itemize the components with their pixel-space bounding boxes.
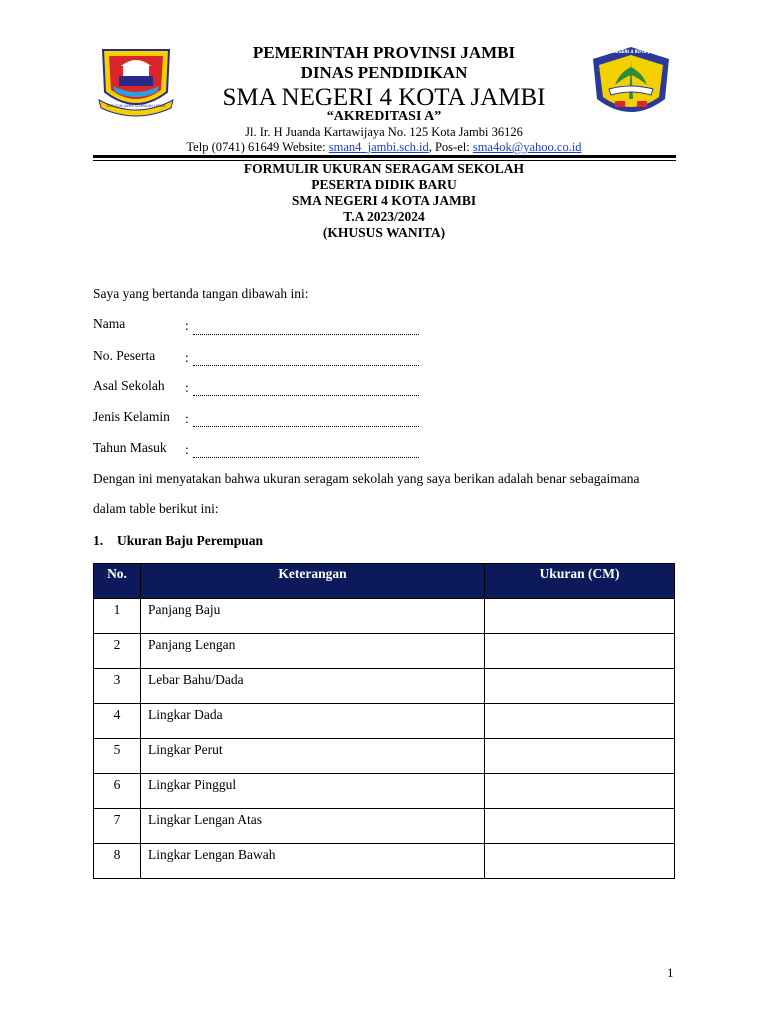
field-label-nama: Nama <box>93 316 126 331</box>
row-description: Lingkar Dada <box>141 704 485 739</box>
header-government: PEMERINTAH PROVINSI JAMBI <box>252 43 516 62</box>
form-title-line3: SMA NEGERI 4 KOTA JAMBI <box>291 193 477 208</box>
row-number: 8 <box>94 844 141 879</box>
field-colon: : <box>185 350 189 365</box>
field-input-jenis-kelamin[interactable] <box>193 412 419 427</box>
header-address: Jl. Ir. H Juanda Kartawijaya No. 125 Kota Jambi 36126 <box>245 125 523 139</box>
statement-line2: dalam table berikut ini: <box>93 501 219 516</box>
row-number: 3 <box>94 669 141 704</box>
form-title-line4: T.A 2023/2024 <box>343 209 425 224</box>
field-input-tahun-masuk[interactable] <box>193 443 419 458</box>
row-size-cell[interactable] <box>485 599 675 634</box>
table-row <box>94 669 675 704</box>
header-department: DINAS PENDIDIKAN <box>300 63 468 82</box>
field-input-no-peserta[interactable] <box>193 351 419 366</box>
field-colon: : <box>185 318 189 333</box>
table-row <box>94 844 675 879</box>
row-size-cell[interactable] <box>485 669 675 704</box>
row-size-cell[interactable] <box>485 704 675 739</box>
header-divider-thick <box>93 155 676 158</box>
row-size-cell[interactable] <box>485 844 675 879</box>
column-header-ukuran: Ukuran (CM) <box>485 564 675 599</box>
section-title: Ukuran Baju Perempuan <box>117 533 264 548</box>
row-description: Lebar Bahu/Dada <box>141 669 485 704</box>
email-link[interactable]: sma4ok@yahoo.co.id <box>472 140 582 154</box>
table-row <box>94 739 675 774</box>
left-logo-motto: SEPUCUK JAMBI SEMBILAN LURAH <box>106 104 166 108</box>
field-colon: : <box>185 411 189 426</box>
row-description: Lingkar Lengan Bawah <box>141 844 485 879</box>
row-size-cell[interactable] <box>485 634 675 669</box>
row-number: 4 <box>94 704 141 739</box>
row-number: 1 <box>94 599 141 634</box>
header-contact <box>150 140 618 155</box>
field-input-nama[interactable] <box>193 320 419 335</box>
row-number: 2 <box>94 634 141 669</box>
form-title-line5: (KHUSUS WANITA) <box>322 225 446 240</box>
table-row <box>94 809 675 844</box>
row-description: Panjang Lengan <box>141 634 485 669</box>
statement-line1: Dengan ini menyatakan bahwa ukuran seragam sekolah yang saya berikan adalah benar sebagaimana <box>93 471 640 486</box>
row-size-cell[interactable] <box>485 739 675 774</box>
row-number: 6 <box>94 774 141 809</box>
field-label-no-peserta: No. Peserta <box>93 348 156 363</box>
table-row <box>94 774 675 809</box>
row-description: Panjang Baju <box>141 599 485 634</box>
jambi-province-logo <box>95 44 177 120</box>
row-size-cell[interactable] <box>485 774 675 809</box>
row-number: 7 <box>94 809 141 844</box>
row-size-cell[interactable] <box>485 809 675 844</box>
field-label-tahun-masuk: Tahun Masuk <box>93 440 167 455</box>
table-header-row <box>94 564 675 599</box>
form-title-line2: PESERTA DIDIK BARU <box>311 177 457 192</box>
contact-phone: Telp (0741) 61649 Website: <box>186 140 329 154</box>
column-header-keterangan: Keterangan <box>141 564 485 599</box>
header-accreditation: “AKREDITASI A” <box>326 109 442 124</box>
field-input-asal-sekolah[interactable] <box>193 381 419 396</box>
field-label-asal-sekolah: Asal Sekolah <box>93 378 165 393</box>
row-description: Lingkar Perut <box>141 739 485 774</box>
table-row <box>94 599 675 634</box>
right-logo-text: SMA NEGERI 4 KOTA JAMBI <box>601 49 661 54</box>
school-logo <box>589 45 673 125</box>
row-description: Lingkar Pinggul <box>141 774 485 809</box>
form-title-line1: FORMULIR UKURAN SERAGAM SEKOLAH <box>243 161 525 176</box>
row-number: 5 <box>94 739 141 774</box>
website-link[interactable]: sman4_jambi.sch.id <box>328 140 429 154</box>
column-header-no: No. <box>94 564 141 599</box>
field-label-jenis-kelamin: Jenis Kelamin <box>93 409 170 424</box>
field-colon: : <box>185 380 189 395</box>
row-description: Lingkar Lengan Atas <box>141 809 485 844</box>
intro-text: Saya yang bertanda tangan dibawah ini: <box>93 286 309 301</box>
field-colon: : <box>185 442 189 457</box>
page-number: 1 <box>667 965 674 980</box>
header-school-name: SMA NEGERI 4 KOTA JAMBI <box>222 84 546 111</box>
table-row <box>94 634 675 669</box>
section-number: 1. <box>93 533 104 548</box>
table-row <box>94 704 675 739</box>
contact-separator: , Pos-el: <box>428 140 473 154</box>
size-table <box>93 563 675 879</box>
